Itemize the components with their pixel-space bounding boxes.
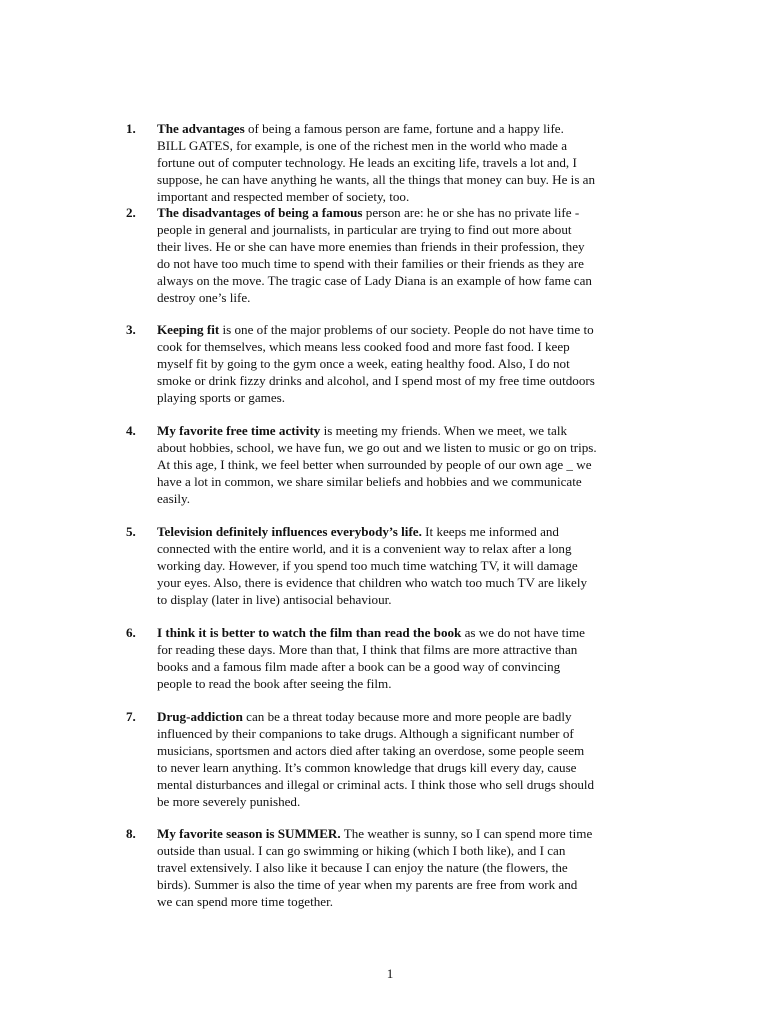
item-line: BILL GATES, for example, is one of the richest men in the world who made a: [157, 137, 568, 153]
item-line: musicians, sportsmen and actors died after taking an overdose, some people seem: [157, 742, 585, 758]
item-number: 4.: [126, 423, 136, 438]
item-heading: The advantages: [157, 121, 245, 136]
item-line: people to read the book after seeing the film.: [157, 675, 392, 691]
item-line: influenced by their companions to take drugs. Although a significant number of: [157, 725, 574, 741]
item-line: connected with the entire world, and it is a convenient way to relax after a long: [157, 540, 572, 556]
item-line: myself fit by going to the gym once a week, eating healthy food. Also, I do not: [157, 355, 570, 371]
item-number: 6.: [126, 625, 136, 640]
item-number: 8.: [126, 826, 136, 841]
list-item-2: [126, 205, 686, 306]
item-line: to never learn anything. It’s common knowledge that drugs kill every day, cause: [157, 759, 577, 775]
item-line: be more severely punished.: [157, 793, 301, 809]
item-line: birds). Summer is also the time of year when my parents are free from work and: [157, 876, 578, 892]
item-number: 3.: [126, 322, 136, 337]
item-number: 5.: [126, 524, 136, 539]
item-line: destroy one’s life.: [157, 289, 251, 305]
item-line: Television definitely influences everybody’s life. It keeps me informed and: [157, 524, 559, 539]
item-line: do not have too much time to spend with their families or their friends as they are: [157, 255, 584, 271]
item-line: travel extensively. I also like it because I can enjoy the nature (the flowers, the: [157, 859, 568, 875]
item-heading: I think it is better to watch the film than read the book: [157, 625, 462, 640]
item-number: 2.: [126, 205, 136, 220]
item-line: their lives. He or she can have more enemies than friends in their profession, they: [157, 238, 585, 254]
item-line: working day. However, if you spend too much time watching TV, it will damage: [157, 557, 578, 573]
item-heading: The disadvantages of being a famous: [157, 205, 363, 220]
item-line: At this age, I think, we feel better when surrounded by people of our own age _ we: [157, 456, 592, 472]
list-item-4: [126, 423, 686, 508]
item-line: about hobbies, school, we have fun, we go out and we listen to music or go on trips.: [157, 439, 597, 455]
item-line: I think it is better to watch the film than read the book as we do not have time: [157, 625, 585, 640]
list-item-5: [126, 524, 686, 609]
item-line: to display (later in live) antisocial behaviour.: [157, 591, 392, 607]
item-line: My favorite free time activity is meeting my friends. When we meet, we talk: [157, 423, 568, 438]
item-line: we can spend more time together.: [157, 893, 333, 909]
item-line: easily.: [157, 490, 190, 506]
list-item-6: [126, 625, 686, 693]
item-line: playing sports or games.: [157, 389, 286, 405]
item-line: have a lot in common, we share similar beliefs and hobbies and we communicate: [157, 473, 582, 489]
item-line: mental disturbances and illegal or criminal acts. I think those who sell drugs should: [157, 776, 595, 792]
list-item-1: [126, 121, 686, 206]
item-number: 7.: [126, 709, 136, 724]
item-heading: Drug-addiction: [157, 709, 243, 724]
item-number: 1.: [126, 121, 136, 136]
item-line: Drug-addiction can be a threat today because more and more people are badly: [157, 709, 572, 724]
page-number: 1: [386, 966, 394, 981]
item-line: important and respected member of society, too.: [157, 188, 410, 204]
item-line: Keeping fit is one of the major problems of our society. People do not have time to: [157, 322, 594, 337]
item-heading: My favorite free time activity: [157, 423, 321, 438]
item-line: people in general and journalists, in particular are trying to find out more about: [157, 221, 572, 237]
item-heading: Television definitely influences everybody’s life.: [157, 524, 422, 539]
item-heading: Keeping fit: [157, 322, 220, 337]
item-line: cook for themselves, which means less cooked food and more fast food. I keep: [157, 338, 570, 354]
item-line: The disadvantages of being a famous person are: he or she has no private life -: [157, 205, 580, 220]
item-line: fortune out of computer technology. He leads an exciting life, travels a lot and, I: [157, 154, 577, 170]
item-line: The advantages of being a famous person are fame, fortune and a happy life.: [157, 121, 564, 136]
list-item-8: [126, 826, 686, 911]
list-item-7: [126, 709, 686, 810]
item-line: My favorite season is SUMMER. The weather is sunny, so I can spend more time: [157, 826, 593, 841]
list-item-3: [126, 322, 686, 407]
item-heading: My favorite season is SUMMER.: [157, 826, 341, 841]
item-line: smoke or drink fizzy drinks and alcohol, and I spend most of my free time outdoors: [157, 372, 595, 388]
item-line: suppose, he can have anything he wants, all the things that money can buy. He is an: [157, 171, 596, 187]
item-line: for reading these days. More than that, I think that films are more attractive than: [157, 641, 578, 657]
item-line: your eyes. Also, there is evidence that children who watch too much TV are likely: [157, 574, 588, 590]
item-line: books and a famous film made after a book can be a good way of convincing: [157, 658, 561, 674]
item-line: outside than usual. I can go swimming or hiking (which I both like), and I can: [157, 842, 566, 858]
item-line: always on the move. The tragic case of Lady Diana is an example of how fame can: [157, 272, 592, 288]
